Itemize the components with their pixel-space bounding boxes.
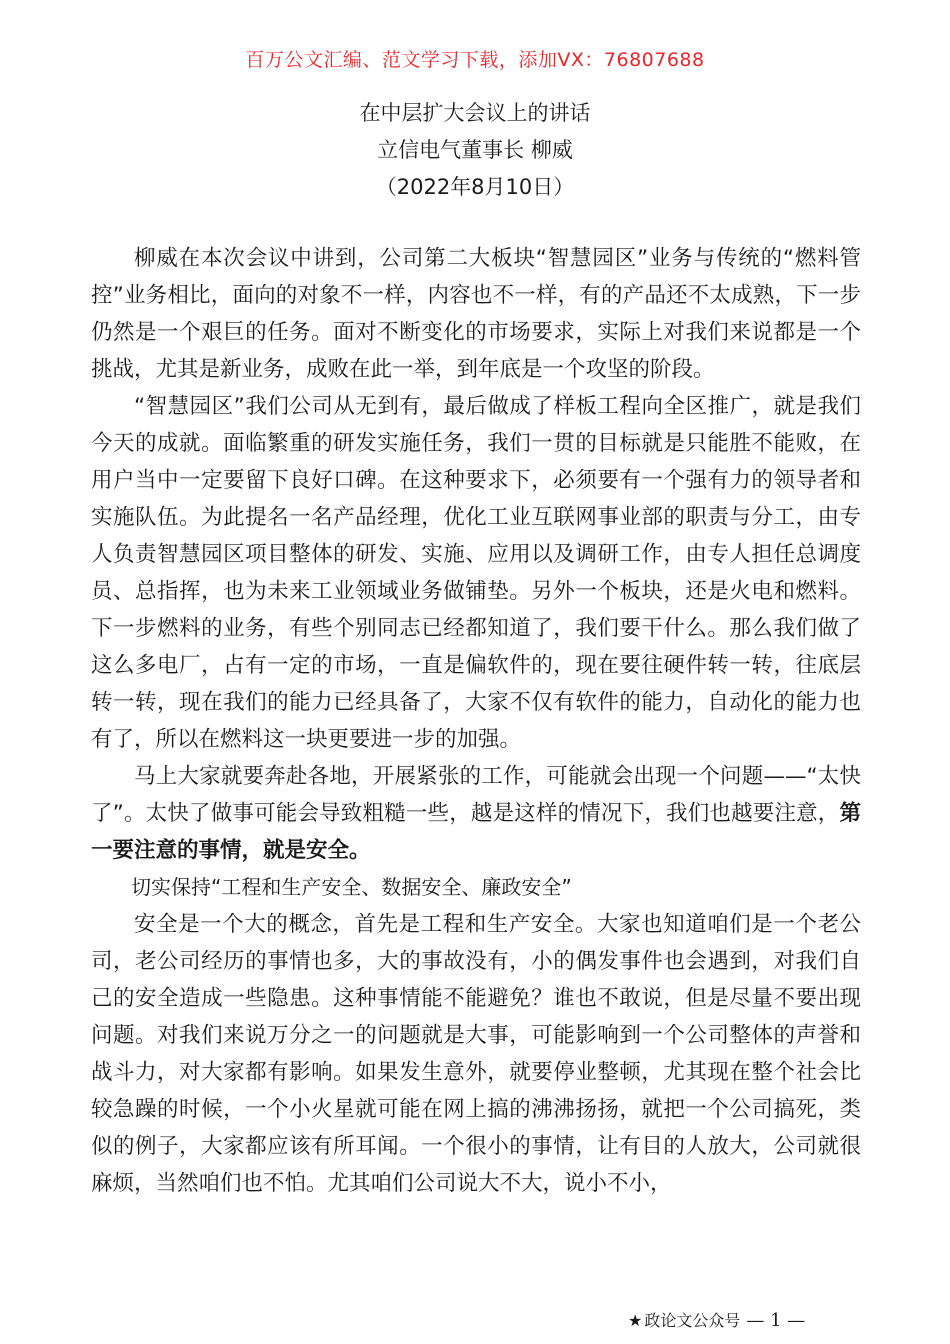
- star-icon: ★: [628, 1311, 643, 1330]
- speech-author: 立信电气董事长 柳威: [377, 138, 573, 162]
- page-footer: [628, 1310, 805, 1332]
- paragraph-2: “智慧园区”我们公司从无到有，最后做成了样板工程向全区推广，就是我们今天的成就。面临繁重的研发实施任务，我们一贯的目标就是只能胜不能败，在用户当中一定要留下良好口碑。在这种要求下，必须要有一个强有力的领导者和实施队伍。为此提名一名产品经理，优化工业互联网事业部的职责与分工，由专人负责智慧园区项目整体的研发、实施、应用以及调研工作，由专人担任总调度员、总指挥，也为未来工业领域业务做铺垫。另外一个板块，还是火电和燃料。下一步燃料的业务，有些个别同志已经都知道了，我们要干什么。那么我们做了这么多电厂，占有一定的市场，一直是偏软件的，现在要往硬件转一转，往底层转一转，现在我们的能力已经具备了，大家不仅有软件的能力，自动化的能力也有了，所以在燃料这一块更要进一步的加强。: [91, 394, 861, 752]
- promo-banner: 百万公文汇编、范文学习下载，添加VX：76807688: [245, 49, 705, 71]
- paragraph-3-text: 马上大家就要奔赴各地，开展紧张的工作，可能就会出现一个问题——“太快了”。太快了做事可能会导致粗糙一些，越是这样的情况下，我们也越要注意，: [91, 764, 861, 826]
- footer-source: 政论文公众号: [644, 1311, 741, 1330]
- paragraph-3-emphasis: 第一要注意的事情，就是安全。: [91, 801, 861, 863]
- paragraph-3: [91, 758, 861, 869]
- speech-date: （2022年8月10日）: [375, 175, 575, 199]
- page-number: — 1 —: [746, 1310, 806, 1331]
- section-heading: 切实保持“工程和生产安全、数据安全、廉政安全”: [131, 875, 572, 899]
- speech-title: 在中层扩大会议上的讲话: [359, 101, 591, 125]
- paragraph-4: 安全是一个大的概念，首先是工程和生产安全。大家也知道咱们是一个老公司，老公司经历的事情也多，大的事故没有，小的偶发事件也会遇到，对我们自己的安全造成一些隐患。这种事情能不能避免？谁也不敢说，但是尽量不要出现问题。对我们来说万分之一的问题就是大事，可能影响到一个公司整体的声誉和战斗力，对大家都有影响。如果发生意外，就要停业整顿，尤其现在整个社会比较急躁的时候，一个小火星就可能在网上搞的沸沸扬扬，就把一个公司搞死，类似的例子，大家都应该有所耳闻。一个很小的事情，让有目的人放大，公司就很麻烦，当然咱们也不怕。尤其咱们公司说大不大，说小不小，: [91, 912, 861, 1196]
- document-body: [91, 240, 861, 1202]
- paragraph-1: 柳威在本次会议中讲到，公司第二大板块“智慧园区”业务与传统的“燃料管控”业务相比，面向的对象不一样，内容也不一样，有的产品还不太成熟，下一步仍然是一个艰巨的任务。面对不断变化的市场要求，实际上对我们来说都是一个挑战，尤其是新业务，成败在此一举，到年底是一个攻坚的阶段。: [91, 246, 861, 382]
